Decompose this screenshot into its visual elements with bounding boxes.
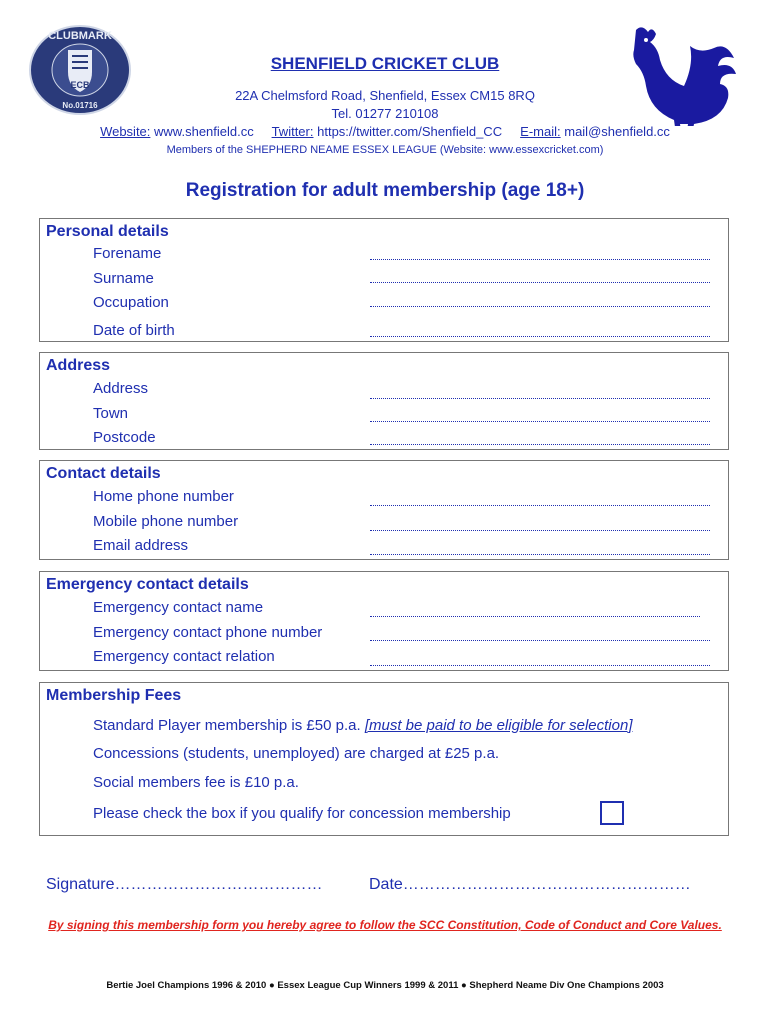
town-field[interactable] bbox=[370, 421, 710, 422]
home-phone-field[interactable] bbox=[370, 505, 710, 506]
club-address: 22A Chelmsford Road, Shenfield, Essex CM15 8RQ bbox=[235, 88, 535, 103]
club-name: SHENFIELD CRICKET CLUB bbox=[270, 54, 500, 73]
emergency-contact-section bbox=[39, 571, 729, 671]
contact-details-section bbox=[39, 460, 729, 560]
badge-top-text: CLUBMARK bbox=[48, 30, 112, 42]
email-label: E-mail: bbox=[520, 124, 561, 139]
section-title: Emergency contact details bbox=[46, 576, 249, 593]
email-address-label: Email address bbox=[93, 537, 189, 554]
surname-label: Surname bbox=[93, 270, 154, 287]
forename-label: Forename bbox=[93, 245, 162, 262]
postcode-field[interactable] bbox=[370, 444, 710, 445]
badge-mid-text: ECB bbox=[70, 80, 90, 90]
home-phone-label: Home phone number bbox=[93, 488, 234, 505]
social-fee-text: Social members fee is £10 p.a. bbox=[93, 774, 299, 791]
form-title: Registration for adult membership (age 18+) bbox=[185, 180, 585, 201]
occupation-label: Occupation bbox=[93, 294, 169, 311]
forename-field[interactable] bbox=[370, 259, 710, 260]
standard-fee-text: Standard Player membership is £50 p.a. bbox=[93, 717, 361, 734]
town-label: Town bbox=[93, 405, 129, 422]
twitter-link[interactable]: https://twitter.com/Shenfield_CC bbox=[317, 124, 503, 139]
website-link[interactable]: www.shenfield.cc bbox=[154, 124, 254, 139]
website-label: Website: bbox=[100, 124, 151, 139]
emergency-name-field[interactable] bbox=[370, 616, 700, 617]
mobile-phone-field[interactable] bbox=[370, 530, 710, 531]
emergency-phone-field[interactable] bbox=[370, 640, 710, 641]
surname-field[interactable] bbox=[370, 282, 710, 283]
occupation-field[interactable] bbox=[370, 306, 710, 307]
twitter-label: Twitter: bbox=[271, 124, 314, 139]
emergency-phone-label: Emergency contact phone number bbox=[93, 624, 323, 641]
contact-line bbox=[0, 124, 770, 139]
section-title: Personal details bbox=[46, 223, 169, 240]
address-label: Address bbox=[93, 380, 149, 397]
standard-fee-line bbox=[93, 717, 632, 734]
concession-check-text: Please check the box if you qualify for concession membership bbox=[93, 805, 511, 822]
emergency-name-label: Emergency contact name bbox=[93, 599, 264, 616]
postcode-label: Postcode bbox=[93, 429, 156, 446]
dob-field[interactable] bbox=[370, 336, 710, 337]
club-tel: Tel. 01277 210108 bbox=[331, 106, 439, 121]
address-section bbox=[39, 352, 729, 450]
signature-field[interactable]: Signature………………………………… bbox=[46, 876, 323, 893]
concession-checkbox[interactable] bbox=[600, 801, 624, 825]
emergency-relation-label: Emergency contact relation bbox=[93, 648, 275, 665]
concession-fee-text: Concessions (students, unemployed) are charged at £25 p.a. bbox=[93, 745, 500, 762]
footer-honours: Bertie Joel Champions 1996 & 2010 ● Essex League Cup Winners 1999 & 2011 ● Shepherd Neame Div One Champions 2003 bbox=[106, 980, 664, 991]
personal-details-section bbox=[39, 218, 729, 342]
membership-fees-section bbox=[39, 682, 729, 836]
email-address-field[interactable] bbox=[370, 554, 710, 555]
section-title: Contact details bbox=[46, 465, 161, 482]
league-line: Members of the SHEPHERD NEAME ESSEX LEAGUE (Website: www.essexcricket.com) bbox=[166, 144, 604, 156]
dob-label: Date of birth bbox=[93, 322, 175, 339]
standard-fee-note: [must be paid to be eligible for selection] bbox=[364, 717, 633, 734]
mobile-phone-label: Mobile phone number bbox=[93, 513, 239, 530]
date-field[interactable]: Date……………………………………………… bbox=[369, 876, 691, 893]
section-title: Membership Fees bbox=[46, 687, 182, 704]
emergency-relation-field[interactable] bbox=[370, 665, 710, 666]
badge-bottom-text: No.01716 bbox=[62, 101, 98, 110]
section-title: Address bbox=[46, 357, 111, 374]
email-link[interactable]: mail@shenfield.cc bbox=[564, 124, 670, 139]
agreement-text: By signing this membership form you hereby agree to follow the SCC Constitution, Code of Conduct and Core Values. bbox=[48, 918, 722, 932]
address-field[interactable] bbox=[370, 398, 710, 399]
